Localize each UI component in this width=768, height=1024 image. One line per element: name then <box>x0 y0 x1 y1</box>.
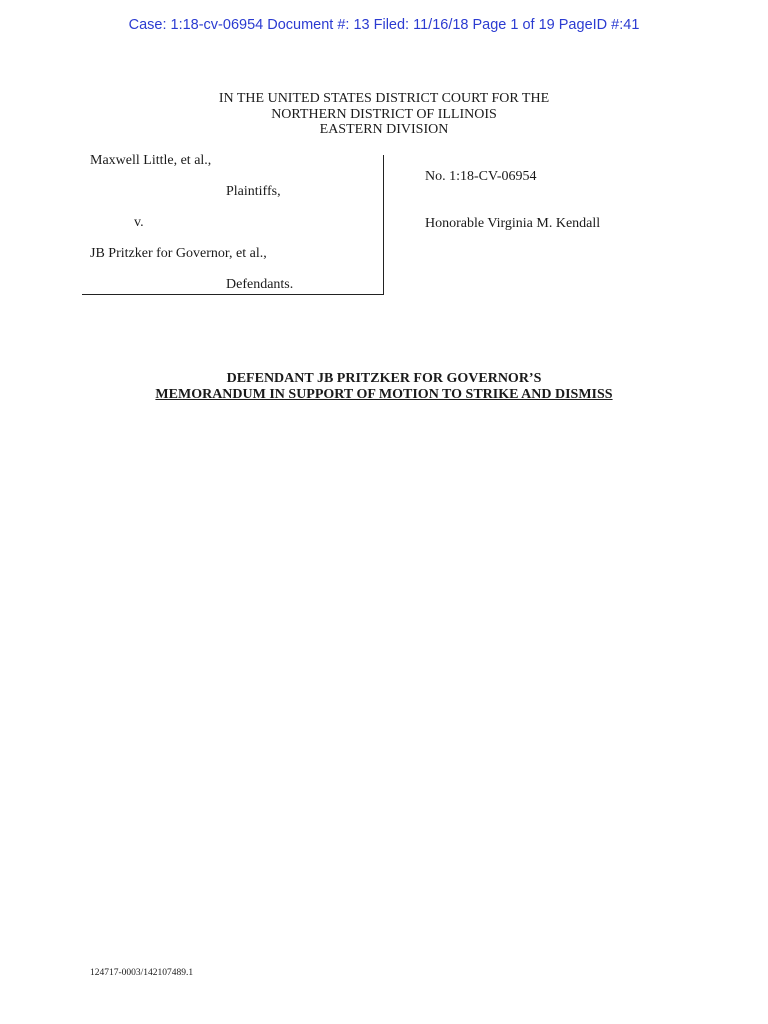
case-number: No. 1:18-CV-06954 <box>425 169 537 184</box>
court-heading-line-1: IN THE UNITED STATES DISTRICT COURT FOR THE <box>218 91 550 106</box>
court-heading <box>0 91 768 138</box>
versus-label: v. <box>134 215 144 230</box>
case-caption-parties <box>82 155 384 295</box>
document-title-line-2: MEMORANDUM IN SUPPORT OF MOTION TO STRIKE AND DISMISS <box>155 387 613 402</box>
document-id-footer: 124717-0003/142107489.1 <box>90 968 194 978</box>
document-title <box>0 371 768 403</box>
court-heading-line-3: EASTERN DIVISION <box>319 122 449 137</box>
defendant-name: JB Pritzker for Governor, et al., <box>90 246 267 261</box>
court-heading-line-2: NORTHERN DISTRICT OF ILLINOIS <box>271 106 497 122</box>
plaintiff-name: Maxwell Little, et al., <box>90 153 212 168</box>
assigned-judge: Honorable Virginia M. Kendall <box>425 216 601 231</box>
plaintiffs-role-label: Plaintiffs, <box>226 184 281 199</box>
defendants-role-label: Defendants. <box>226 277 294 292</box>
document-title-line-1: DEFENDANT JB PRITZKER FOR GOVERNOR’S <box>226 371 542 386</box>
ecf-filing-header: Case: 1:18-cv-06954 Document #: 13 Filed: 11/16/18 Page 1 of 19 PageID #:41 <box>128 17 640 33</box>
